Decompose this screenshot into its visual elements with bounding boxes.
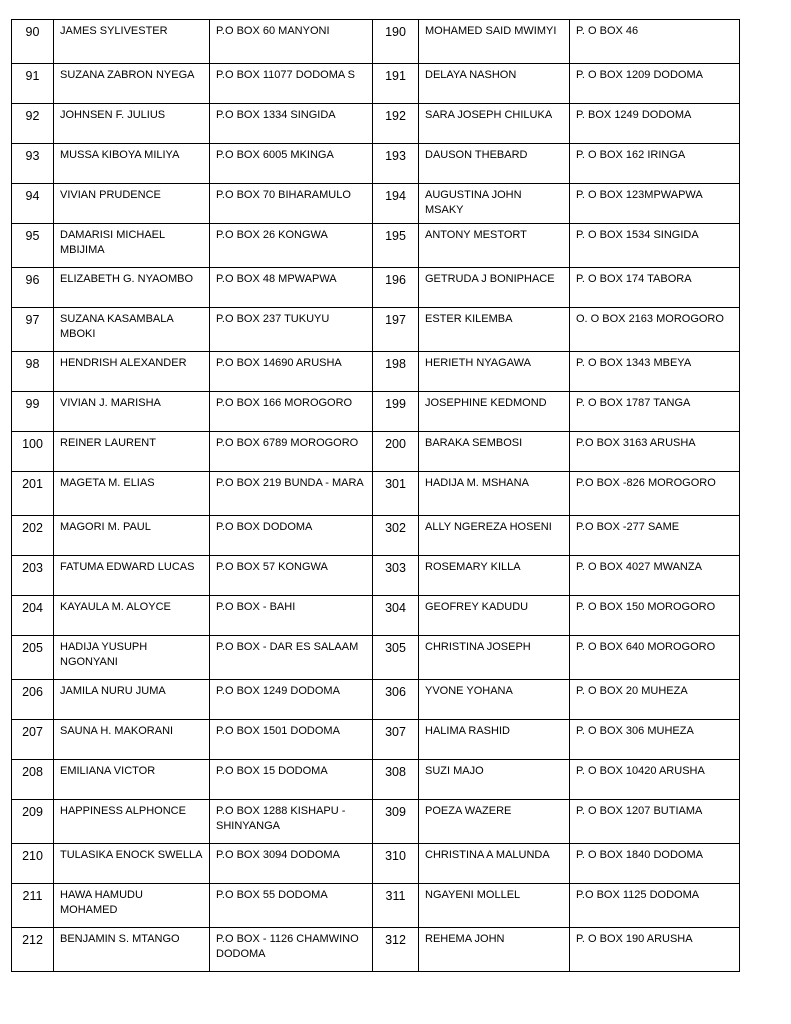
entry-name: BARAKA SEMBOSI xyxy=(419,432,570,472)
entry-name: ALLY NGEREZA HOSENI xyxy=(419,516,570,556)
entry-address: P.O BOX 219 BUNDA - MARA xyxy=(210,472,373,516)
entry-address: P.O BOX 3094 DODOMA xyxy=(210,844,373,884)
table-row xyxy=(12,268,740,308)
table-row xyxy=(12,884,740,928)
table-row xyxy=(12,636,740,680)
entry-name: JOHNSEN F. JULIUS xyxy=(54,104,210,144)
entry-name: SARA JOSEPH CHILUKA xyxy=(419,104,570,144)
entry-number: 95 xyxy=(12,224,54,268)
entry-number: 99 xyxy=(12,392,54,432)
entry-name: ROSEMARY KILLA xyxy=(419,556,570,596)
entry-number: 199 xyxy=(373,392,419,432)
entry-address: P.O BOX 6005 MKINGA xyxy=(210,144,373,184)
entry-address: P. O BOX 190 ARUSHA xyxy=(570,928,740,972)
entry-number: 190 xyxy=(373,20,419,64)
entry-name: YVONE YOHANA xyxy=(419,680,570,720)
table-row xyxy=(12,720,740,760)
entry-number: 94 xyxy=(12,184,54,224)
entry-name: HADIJA YUSUPH NGONYANI xyxy=(54,636,210,680)
entry-name: VIVIAN PRUDENCE xyxy=(54,184,210,224)
entry-number: 201 xyxy=(12,472,54,516)
entry-address: P. O BOX 150 MOROGORO xyxy=(570,596,740,636)
entry-number: 90 xyxy=(12,20,54,64)
entry-number: 206 xyxy=(12,680,54,720)
table-row xyxy=(12,596,740,636)
entry-address: P. O BOX 46 xyxy=(570,20,740,64)
entry-number: 211 xyxy=(12,884,54,928)
entry-number: 305 xyxy=(373,636,419,680)
table-row xyxy=(12,20,740,64)
entry-name: DELAYA NASHON xyxy=(419,64,570,104)
table-row xyxy=(12,224,740,268)
entry-name: HAPPINESS ALPHONCE xyxy=(54,800,210,844)
entry-number: 197 xyxy=(373,308,419,352)
entry-name: ELIZABETH G. NYAOMBO xyxy=(54,268,210,308)
applicant-table xyxy=(11,19,740,972)
entry-address: P. O BOX 1534 SINGIDA xyxy=(570,224,740,268)
entry-name: VIVIAN J. MARISHA xyxy=(54,392,210,432)
entry-name: HALIMA RASHID xyxy=(419,720,570,760)
entry-address: P. O BOX 1209 DODOMA xyxy=(570,64,740,104)
entry-address: P.O BOX 237 TUKUYU xyxy=(210,308,373,352)
entry-number: 200 xyxy=(373,432,419,472)
table-row xyxy=(12,184,740,224)
entry-address: P.O BOX 14690 ARUSHA xyxy=(210,352,373,392)
entry-address: P. O BOX 1840 DODOMA xyxy=(570,844,740,884)
entry-address: P. O BOX 162 IRINGA xyxy=(570,144,740,184)
table-row xyxy=(12,472,740,516)
entry-number: 191 xyxy=(373,64,419,104)
entry-name: TULASIKA ENOCK SWELLA xyxy=(54,844,210,884)
entry-name: DAMARISI MICHAEL MBIJIMA xyxy=(54,224,210,268)
entry-name: MAGETA M. ELIAS xyxy=(54,472,210,516)
entry-address: P.O BOX 1249 DODOMA xyxy=(210,680,373,720)
entry-name: SUZANA ZABRON NYEGA xyxy=(54,64,210,104)
entry-number: 97 xyxy=(12,308,54,352)
entry-number: 306 xyxy=(373,680,419,720)
entry-name: NGAYENI MOLLEL xyxy=(419,884,570,928)
entry-number: 193 xyxy=(373,144,419,184)
entry-address: P.O BOX -826 MOROGORO xyxy=(570,472,740,516)
entry-name: REINER LAURENT xyxy=(54,432,210,472)
entry-number: 195 xyxy=(373,224,419,268)
entry-number: 202 xyxy=(12,516,54,556)
entry-number: 100 xyxy=(12,432,54,472)
entry-number: 194 xyxy=(373,184,419,224)
table-row xyxy=(12,432,740,472)
entry-address: P. O BOX 123MPWAPWA xyxy=(570,184,740,224)
table-row xyxy=(12,144,740,184)
entry-number: 309 xyxy=(373,800,419,844)
table-row xyxy=(12,928,740,972)
entry-address: P.O BOX 1125 DODOMA xyxy=(570,884,740,928)
entry-number: 192 xyxy=(373,104,419,144)
entry-number: 204 xyxy=(12,596,54,636)
table-row xyxy=(12,800,740,844)
entry-number: 308 xyxy=(373,760,419,800)
entry-number: 93 xyxy=(12,144,54,184)
entry-name: JAMILA NURU JUMA xyxy=(54,680,210,720)
table-row xyxy=(12,844,740,884)
entry-name: MUSSA KIBOYA MILIYA xyxy=(54,144,210,184)
entry-address: P.O BOX - 1126 CHAMWINO DODOMA xyxy=(210,928,373,972)
entry-name: HERIETH NYAGAWA xyxy=(419,352,570,392)
entry-address: P.O BOX 15 DODOMA xyxy=(210,760,373,800)
table-row xyxy=(12,104,740,144)
entry-address: P.O BOX 11077 DODOMA S xyxy=(210,64,373,104)
entry-name: ESTER KILEMBA xyxy=(419,308,570,352)
table-row xyxy=(12,516,740,556)
entry-address: P.O BOX 48 MPWAPWA xyxy=(210,268,373,308)
entry-address: P.O BOX 1334 SINGIDA xyxy=(210,104,373,144)
table-row xyxy=(12,392,740,432)
entry-address: P.O BOX 26 KONGWA xyxy=(210,224,373,268)
entry-name: MOHAMED SAID MWIMYI xyxy=(419,20,570,64)
entry-name: SAUNA H. MAKORANI xyxy=(54,720,210,760)
entry-number: 311 xyxy=(373,884,419,928)
entry-number: 304 xyxy=(373,596,419,636)
entry-name: KAYAULA M. ALOYCE xyxy=(54,596,210,636)
entry-address: P. O BOX 20 MUHEZA xyxy=(570,680,740,720)
entry-address: P. O BOX 174 TABORA xyxy=(570,268,740,308)
entry-number: 207 xyxy=(12,720,54,760)
entry-address: P.O BOX 60 MANYONI xyxy=(210,20,373,64)
entry-address: P.O BOX -277 SAME xyxy=(570,516,740,556)
entry-number: 205 xyxy=(12,636,54,680)
entry-address: P. BOX 1249 DODOMA xyxy=(570,104,740,144)
entry-number: 92 xyxy=(12,104,54,144)
entry-address: P.O BOX 6789 MOROGORO xyxy=(210,432,373,472)
entry-name: BENJAMIN S. MTANGO xyxy=(54,928,210,972)
entry-name: HADIJA M. MSHANA xyxy=(419,472,570,516)
entry-name: GEOFREY KADUDU xyxy=(419,596,570,636)
entry-name: DAUSON THEBARD xyxy=(419,144,570,184)
entry-address: P.O BOX - BAHI xyxy=(210,596,373,636)
entry-name: HAWA HAMUDU MOHAMED xyxy=(54,884,210,928)
entry-address: P.O BOX 70 BIHARAMULO xyxy=(210,184,373,224)
entry-number: 302 xyxy=(373,516,419,556)
entry-number: 208 xyxy=(12,760,54,800)
table-row xyxy=(12,308,740,352)
entry-number: 98 xyxy=(12,352,54,392)
entry-name: JAMES SYLIVESTER xyxy=(54,20,210,64)
entry-address: P. O BOX 1343 MBEYA xyxy=(570,352,740,392)
entry-address: P.O BOX - DAR ES SALAAM xyxy=(210,636,373,680)
entry-number: 307 xyxy=(373,720,419,760)
entry-number: 203 xyxy=(12,556,54,596)
entry-name: HENDRISH ALEXANDER xyxy=(54,352,210,392)
entry-name: SUZANA KASAMBALA MBOKI xyxy=(54,308,210,352)
entry-number: 196 xyxy=(373,268,419,308)
entry-number: 312 xyxy=(373,928,419,972)
entry-address: P.O BOX 55 DODOMA xyxy=(210,884,373,928)
entry-name: REHEMA JOHN xyxy=(419,928,570,972)
entry-address: P.O BOX 1288 KISHAPU - SHINYANGA xyxy=(210,800,373,844)
entry-number: 209 xyxy=(12,800,54,844)
entry-number: 96 xyxy=(12,268,54,308)
table-row xyxy=(12,680,740,720)
entry-number: 310 xyxy=(373,844,419,884)
entry-name: FATUMA EDWARD LUCAS xyxy=(54,556,210,596)
entry-address: P. O BOX 1787 TANGA xyxy=(570,392,740,432)
entry-address: P.O BOX DODOMA xyxy=(210,516,373,556)
entry-number: 210 xyxy=(12,844,54,884)
entry-address: P. O BOX 640 MOROGORO xyxy=(570,636,740,680)
entry-name: SUZI MAJO xyxy=(419,760,570,800)
entry-address: P. O BOX 1207 BUTIAMA xyxy=(570,800,740,844)
entry-name: POEZA WAZERE xyxy=(419,800,570,844)
entry-address: P.O BOX 3163 ARUSHA xyxy=(570,432,740,472)
entry-number: 212 xyxy=(12,928,54,972)
table-row xyxy=(12,64,740,104)
entry-address: P.O BOX 166 MOROGORO xyxy=(210,392,373,432)
entry-number: 303 xyxy=(373,556,419,596)
entry-name: EMILIANA VICTOR xyxy=(54,760,210,800)
entry-address: P.O BOX 57 KONGWA xyxy=(210,556,373,596)
entry-name: CHRISTINA A MALUNDA xyxy=(419,844,570,884)
entry-name: MAGORI M. PAUL xyxy=(54,516,210,556)
entry-number: 91 xyxy=(12,64,54,104)
entry-name: AUGUSTINA JOHN MSAKY xyxy=(419,184,570,224)
entry-address: P.O BOX 1501 DODOMA xyxy=(210,720,373,760)
entry-number: 301 xyxy=(373,472,419,516)
table-row xyxy=(12,352,740,392)
entry-name: GETRUDA J BONIPHACE xyxy=(419,268,570,308)
entry-name: JOSEPHINE KEDMOND xyxy=(419,392,570,432)
entry-address: P. O BOX 10420 ARUSHA xyxy=(570,760,740,800)
entry-name: CHRISTINA JOSEPH xyxy=(419,636,570,680)
entry-address: P. O BOX 306 MUHEZA xyxy=(570,720,740,760)
table-row xyxy=(12,760,740,800)
table-body xyxy=(12,20,740,972)
entry-number: 198 xyxy=(373,352,419,392)
table-row xyxy=(12,556,740,596)
entry-address: O. O BOX 2163 MOROGORO xyxy=(570,308,740,352)
entry-name: ANTONY MESTORT xyxy=(419,224,570,268)
entry-address: P. O BOX 4027 MWANZA xyxy=(570,556,740,596)
